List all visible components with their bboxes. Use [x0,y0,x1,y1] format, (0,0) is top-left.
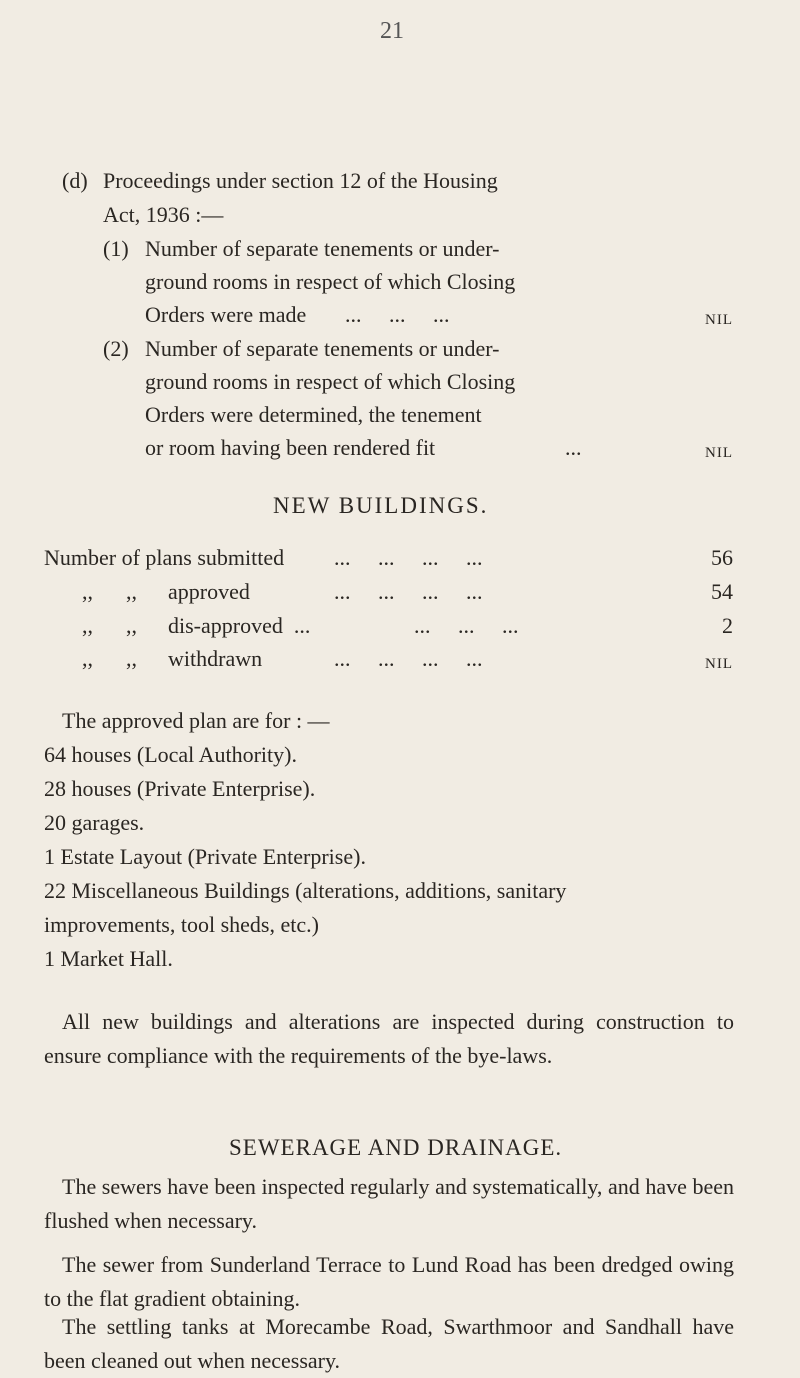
inspection-paragraph: All new buildings and alterations are inspected during construction to ensure compliance with the requirements of the bye-laws. [44,1009,734,1068]
plans-label: dis-approved ... [168,613,311,638]
ditto-mark: ,, [126,613,137,638]
plans-value: 2 [722,613,733,638]
plans-value: NIL [705,656,733,672]
approved-intro: The approved plan are for : — [62,708,330,733]
item2-label: (2) [103,336,129,361]
section-d-label: (d) [62,168,88,193]
item2-line1: Number of separate tenements or under- [145,336,500,361]
approved-item: 22 Miscellaneous Buildings (alterations, additions, sanitary [44,878,567,903]
page-number: 21 [380,18,404,44]
sewerage-paragraph-3: The settling tanks at Morecambe Road, Swarthmoor and Sandhall have been cleaned out when necessary. [44,1314,734,1373]
approved-item: 28 houses (Private Enterprise). [44,776,316,801]
plans-leader: ... ... ... ... [334,545,483,570]
section-d-title-line1: Proceedings under section 12 of the Housing [103,168,498,193]
sewerage-paragraph-2: The sewer from Sunderland Terrace to Lund Road has been dredged owing to the flat gradient obtaining. [44,1252,734,1311]
item1-leader: ... ... ... [345,302,450,327]
approved-item: improvements, tool sheds, etc.) [44,912,319,937]
plans-label: withdrawn [168,646,263,671]
ditto-mark: ,, [82,579,93,604]
item2-value: NIL [705,445,733,461]
plans-leader: ... ... ... [414,613,519,638]
plans-value: 54 [711,579,733,604]
ditto-mark: ,, [126,579,137,604]
ditto-mark: ,, [82,613,93,638]
plans-leader: ... ... ... ... [334,646,483,671]
item2-leader: ... [565,435,582,460]
item1-line3: Orders were made [145,302,307,327]
plans-leader: ... ... ... ... [334,579,483,604]
plans-value: 56 [711,545,733,570]
approved-item: 1 Market Hall. [44,946,173,971]
item1-line2: ground rooms in respect of which Closing [145,269,516,294]
item2-line2: ground rooms in respect of which Closing [145,369,516,394]
approved-item: 64 houses (Local Authority). [44,742,297,767]
item2-line3: Orders were determined, the tenement [145,402,482,427]
sewerage-paragraph-1: The sewers have been inspected regularly and systematically, and have been flushed when necessary. [44,1174,734,1233]
approved-item: 20 garages. [44,810,145,835]
new-buildings-heading: NEW BUILDINGS. [273,493,489,518]
item2-line4: or room having been rendered fit [145,435,436,460]
item1-value: NIL [705,312,733,328]
section-d-title-line2: Act, 1936 :— [103,202,224,227]
plans-label: Number of plans submitted [44,545,285,570]
item1-label: (1) [103,236,129,261]
sewerage-heading: SEWERAGE AND DRAINAGE. [229,1135,563,1160]
plans-label: approved [168,579,250,604]
item1-line1: Number of separate tenements or under- [145,236,500,261]
ditto-mark: ,, [82,646,93,671]
approved-item: 1 Estate Layout (Private Enterprise). [44,844,366,869]
ditto-mark: ,, [126,646,137,671]
